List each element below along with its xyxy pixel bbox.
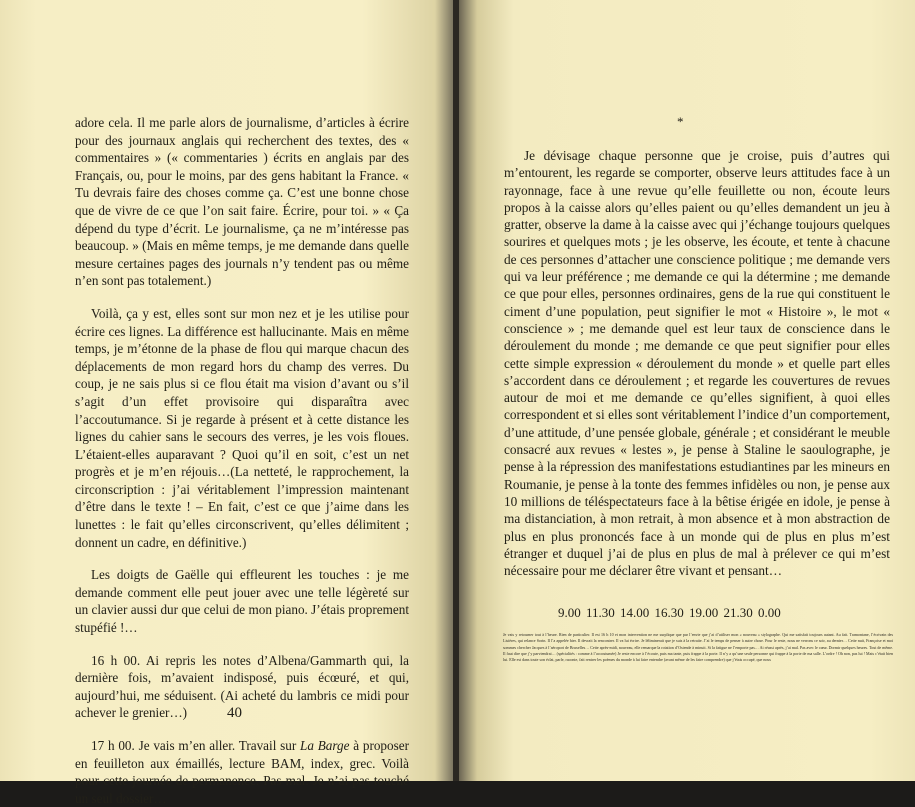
right-page (459, 0, 915, 781)
paragraph (75, 305, 409, 551)
time-list: 9.00 11.30 14.00 16.30 19.00 21.30 0.00 (558, 605, 781, 620)
footnote-text: Je vais y retourner tout à l’heure. Rien de particulier. Il est 16 h 10 et mon intervention ne me surplique que par l’envie que j’ai d’utiliser mon « nouveau » stylographe. Qui me satisfait toujours autant. Au fait. Tramontane, l’écrivain des Lisières, qui relance Sorin. Il l’a appelée hier. Il devrait la rencontrer. Il va lui écrire. Je léliminerait que je suis à la retraite. J’ai le temps de penser à autre chose. Pour le reste, nous ne verrons ce soir, au dernier… Cette nuit, Françoise et moi sommes chercher Jacques à l’aéroport de Bruxelles… Cette après-midi, nouveau, elle remarque la rotation d’Ostende à minuit. Si la fatigue ne l’emporte pas… Ai réussi après, j’ai mal. Pas avec le cœur. Dormir quelques heures. Tout de même. Il faut dire que j’y parviendrai… (spécialités : comme à l’accoutumée) Je reste encore à l’écoute, puis ma tante, puis frappe à la porte. Il n’y a qu’une seule personne qui frappe à la porte de ma salle. L’ordre ! Oh non, pas lui ! Mais c’était bien lui. Elle est dans toute son éclat, parle, raconte, fait rentrer les poèmes du monde à lui faire entendre (avant même de les faire comprendre) que j’étais occupé, que nous (503, 632, 893, 663)
paragraph-text: Les doigts de Gaëlle qui effleurent les touches : je me demande comment elle peut jouer avec une telle légèreté sur un clavier aussi dur que celui de mon piano. J’étais proprement stupéfié !… (75, 567, 409, 636)
paragraph (75, 114, 409, 290)
section-asterisk: * (677, 114, 684, 129)
page-number: 40 (227, 705, 242, 721)
paragraph-text: Voilà, ça y est, elles sont sur mon nez et je les utilise pour écrire ces lignes. La différence est hallucinante. Mais en même temps, je m’étonne de la phase de flou qui marque chacun des déplacements de mon regard hors du champ des verres. Du coup, je ne sais plus si ce flou était ma vision d’avant ou s’il s’agit d’un effet provisoire qui disparaîtra avec l’accoutumance. Si je regarde à présent et à cette distance les lignes du cahier sans le secours des verres, je les vois floues. L’étaient-elles auparavant ? Quoi qu’il en soit, c’est un net progrès et je m’en réjouis…(La netteté, le rapprochement, la circonscription : j’ai véritablement l’impression maintenant d’être dans le texte ! – En fait, c’est ce que j’aime dans les lunettes : le fait qu’elles circonscrivent, qu’elles délimitent ; donnent un cadre, en définitive.) (75, 305, 409, 550)
paragraph: Je dévisage chaque personne que je croise, puis d’autres qui m’entourent, les regarde se comporter, observe leurs attitudes face à un rayonnage, face à une revue qu’elle feuillette ou non, écoute leurs propos à la caisse alors qu’elles paient ou qu’elles demandent un jeu à gratter, observe la dame à la caisse avec qui j’échange toujours quelques sourires et quelques mots ; je les observe, les écoute, et tente à chacune de ces personnes d’attacher une conscience politique ; me demande vers qui va leur préférence ; me demande ce qui la détermine ; me demande ce que pour elles, personnes ordinaires, gens de la rue qui constituent le ciment d’une population, peut signifier le mot « Histoire », le mot « conscience » ; me demande quel est leur taux de conscience dans le déroulement du monde ; me demande ce que peut signifier pour elles cette simple expression « déroulement du monde » et quelle part elles s’accordent dans ce déroulement ; et regarde les couvertures de revues autour de moi et me demande ce qu’elles signifient, à quoi elles correspondent et si elles sont véritablement l’indice d’un comportement, d’une attitude, d’une pensée globale, générale ; et considérant le meuble consacré aux revues « lestes », je pense à Staline le saoulographe, je pense à la répression des manifestations estudiantines par les mineurs en Roumanie, je pense à la tonte des femmes infidèles ou non, je pense aux 10 millions de téléspectateurs face à la bêtise érigée en idole, je pense à ma distanciation, à mon retrait, à mon absence et à mon abstraction de plus en plus prononcés face à un monde qui de plus en plus m’est étranger et duquel j’ai de plus en plus de mal à prélever ce qui m’est nécessaire pour me déclarer être vivant et pensant… (504, 148, 890, 579)
paragraph (75, 737, 409, 807)
paragraph (75, 566, 409, 636)
left-page (0, 0, 453, 806)
paragraph-text: à proposer en feuilleton aux émaillés, lecture BAM, index, grec. Voilà pour cette journée de permanence. Pas mal. Je n’ai pas touché un seul dossier… (75, 738, 409, 806)
right-text-column (504, 147, 890, 579)
paragraph-text: adore cela. Il me parle alors de journalisme, d’articles à écrire pour des journaux anglais qui recherchent des textes, des « commentaires » (« commentaries ) écrits en anglais par des Français, ou, pour le moins, par des gens habitant la France. « Tu devrais faire des choses comme ça. C’est une bonne chose que de vivre de ce que l’on sait faire. Écrire, pour toi. » « Ça dépend du type d’écrit. Le journalisme, ça ne m’intéresse pas beaucoup. » (Mais en même temps, je me demande dans quelle mesure certaines pages des journals n’y tendent pas ou même n’en sont pas totalement.) (75, 115, 409, 289)
paragraph-text: 17 h 00. Je vais m’en aller. Travail sur (91, 738, 301, 753)
left-text-column (75, 114, 409, 807)
paragraph (75, 652, 409, 722)
paragraph-text: 16 h 00. Ai repris les notes d’Albena/Gammarth qui, la dernière fois, m’avaient indisposé, puis écœuré, et qui, aujourd’hui, me séduisent. (Ai acheté du lambris ce midi pour achever le grenier…) (75, 652, 409, 721)
book-title: La Barge (300, 738, 350, 753)
